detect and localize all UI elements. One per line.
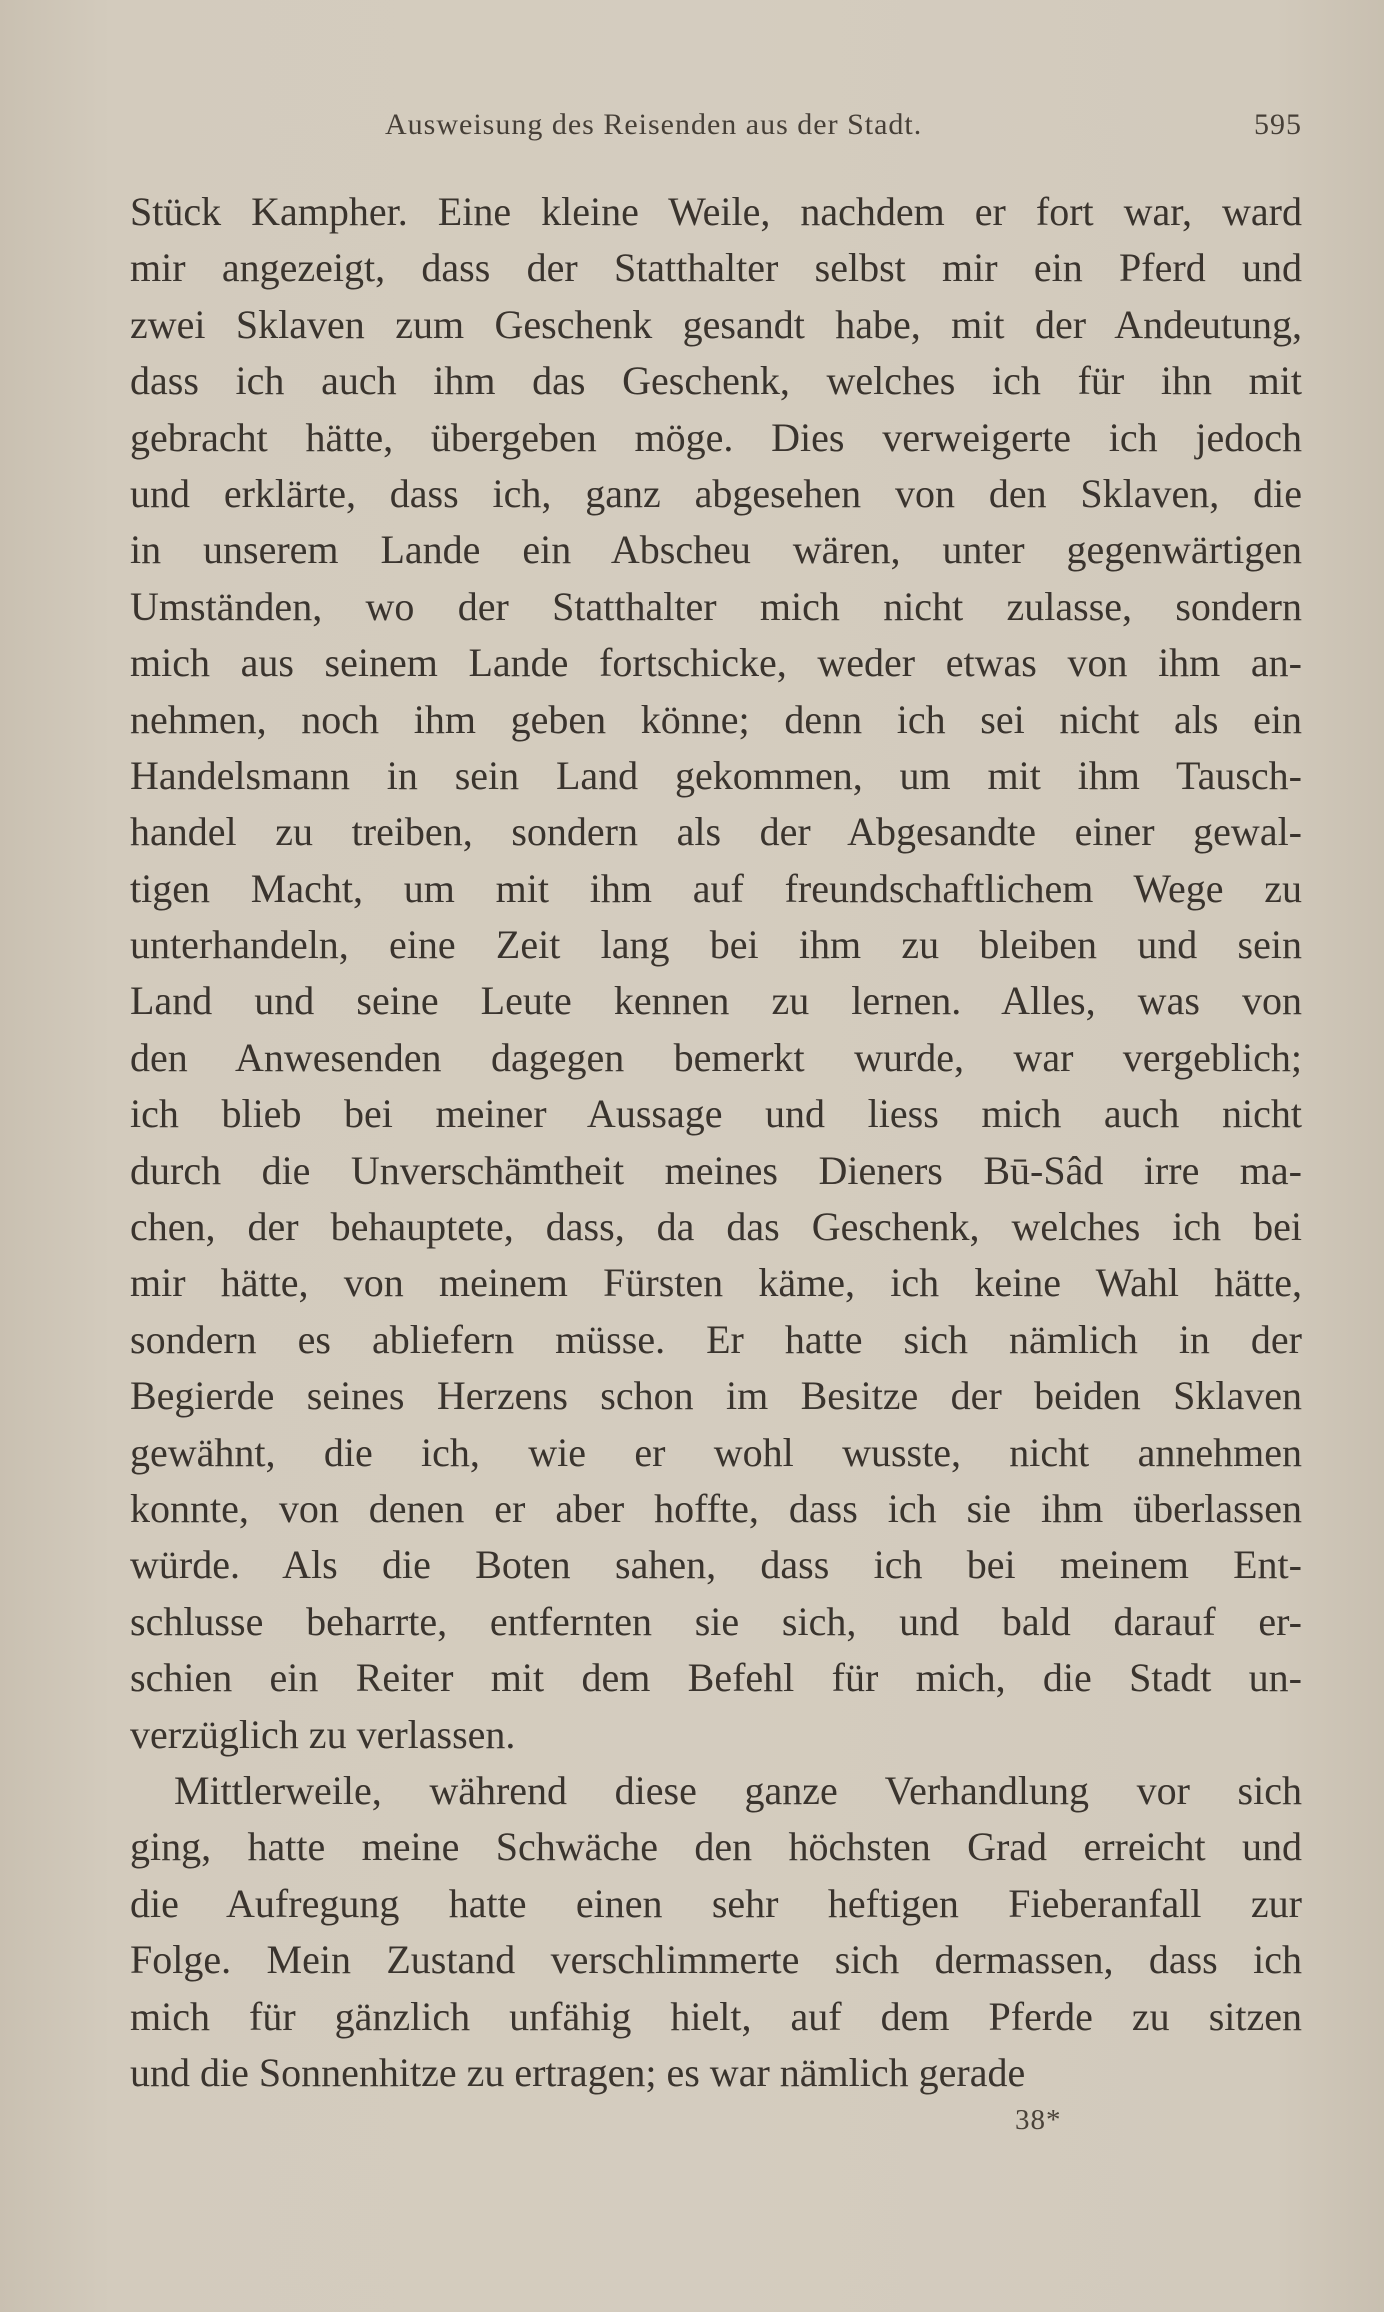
text-line: unterhandeln, eine Zeit lang bei ihm zu bleiben und sein	[130, 922, 1302, 968]
text-line: durch die Unverschämtheit meines Dieners Bū-Sâd irre ma-	[130, 1147, 1302, 1193]
text-line: in unserem Lande ein Abscheu wären, unter gegenwärtigen	[130, 527, 1302, 573]
paragraph-host	[130, 184, 1302, 2101]
text-line: nehmen, noch ihm geben könne; denn ich sei nicht als ein	[130, 696, 1302, 742]
text-line: ging, hatte meine Schwäche den höchsten Grad erreicht und	[130, 1824, 1302, 1870]
text-line: die Aufregung hatte einen sehr heftigen Fieberanfall zur	[130, 1880, 1302, 1926]
text-line: und die Sonnenhitze zu ertragen; es war nämlich gerade	[130, 2049, 1026, 2095]
text-line: mich für gänzlich unfähig hielt, auf dem Pferde zu sitzen	[130, 1993, 1302, 2039]
text-line: handel zu treiben, sondern als der Abgesandte einer gewal-	[130, 809, 1302, 855]
text-line: verzüglich zu verlassen.	[130, 1711, 516, 1757]
text-line: ich blieb bei meiner Aussage und liess mich auch nicht	[130, 1091, 1302, 1137]
text-line: Folge. Mein Zustand verschlimmerte sich dermassen, dass ich	[130, 1937, 1302, 1983]
page-number: 595	[1254, 108, 1302, 141]
paragraph	[130, 1763, 1302, 2101]
running-head	[130, 108, 1302, 152]
signature-mark: 38*	[1015, 2104, 1062, 2136]
text-line: Land und seine Leute kennen zu lernen. Alles, was von	[130, 978, 1302, 1024]
text-line: Stück Kampher. Eine kleine Weile, nachdem er fort war, ward	[130, 189, 1302, 234]
text-line: und erklärte, dass ich, ganz abgesehen von den Sklaven, die	[130, 470, 1302, 516]
text-line: den Anwesenden dagegen bemerkt wurde, war vergeblich;	[130, 1034, 1302, 1080]
text-line: schien ein Reiter mit dem Befehl für mich, die Stadt un-	[130, 1655, 1302, 1701]
text-line: Begierde seines Herzens schon im Besitze der beiden Sklaven	[130, 1373, 1302, 1419]
paragraph	[130, 184, 1302, 1763]
text-line: mir angezeigt, dass der Statthalter selbst mir ein Pferd und	[130, 245, 1302, 291]
text-line: konnte, von denen er aber hoffte, dass ich sie ihm überlassen	[130, 1485, 1302, 1531]
text-line: mich aus seinem Lande fortschicke, weder etwas von ihm an-	[130, 640, 1302, 686]
running-title: Ausweisung des Reisenden aus der Stadt.	[385, 108, 923, 141]
text-line: Mittlerweile, während diese ganze Verhandlung vor sich	[174, 1767, 1302, 1813]
text-line: zwei Sklaven zum Geschenk gesandt habe, mit der Andeutung,	[130, 301, 1302, 347]
text-line: mir hätte, von meinem Fürsten käme, ich keine Wahl hätte,	[130, 1260, 1302, 1306]
text-line: gewähnt, die ich, wie er wohl wusste, nicht annehmen	[130, 1429, 1302, 1475]
body-text	[130, 184, 1302, 2101]
text-line: gebracht hätte, übergeben möge. Dies verweigerte ich jedoch	[130, 414, 1302, 460]
text-line: sondern es abliefern müsse. Er hatte sich nämlich in der	[130, 1316, 1302, 1362]
text-line: würde. Als die Boten sahen, dass ich bei meinem Ent-	[130, 1542, 1302, 1588]
text-line: tigen Macht, um mit ihm auf freundschaftlichem Wege zu	[130, 865, 1302, 911]
text-line: schlusse beharrte, entfernten sie sich, und bald darauf er-	[130, 1598, 1302, 1644]
text-line: Handelsmann in sein Land gekommen, um mit ihm Tausch-	[130, 752, 1302, 798]
text-line: Umständen, wo der Statthalter mich nicht zulasse, sondern	[130, 583, 1302, 629]
text-line: dass ich auch ihm das Geschenk, welches ich für ihn mit	[130, 358, 1302, 404]
text-line: chen, der behauptete, dass, da das Geschenk, welches ich bei	[130, 1204, 1302, 1250]
